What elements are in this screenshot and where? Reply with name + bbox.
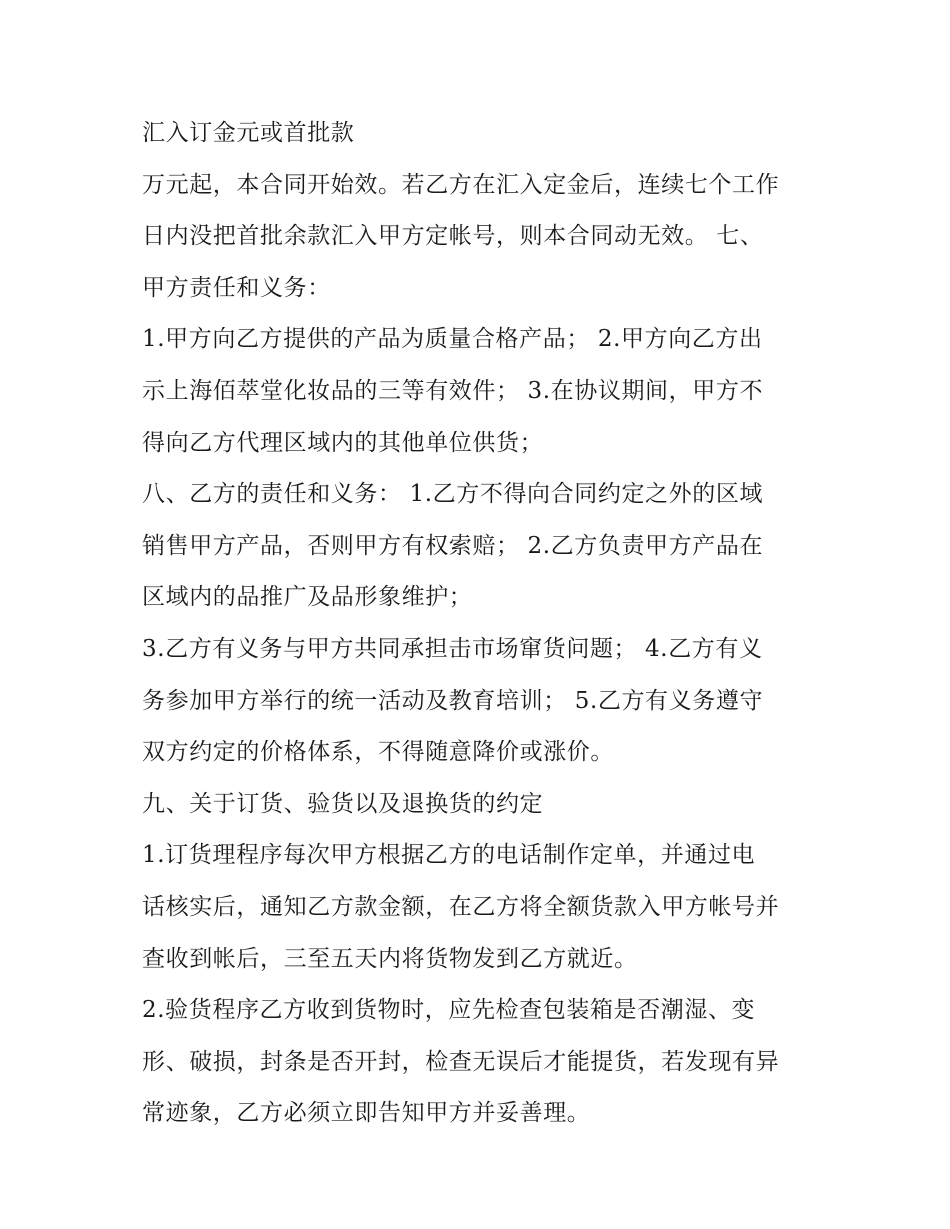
text-line: 形、破损，封条是否开封，检查无误后才能提货，若发现有异 xyxy=(142,1048,780,1075)
text-line: 日内没把首批余款汇入甲方定帐号，则本合同动无效。 七、 xyxy=(142,223,764,250)
text-line: 万元起，本合同开始效。若乙方在汇入定金后，连续七个工作 xyxy=(142,171,780,198)
text-line: 1.订货理程序每次甲方根据乙方的电话制作定单，并通过电 xyxy=(142,842,756,869)
text-line: 务参加甲方举行的统一活动及教育培训； 5.乙方有义务遵守 xyxy=(142,687,764,714)
text-line: 2.验货程序乙方收到货物时，应先检查包装箱是否潮湿、变 xyxy=(142,997,756,1024)
text-line: 甲方责任和义务： xyxy=(142,274,331,301)
text-line: 区域内的品推广及品形象维护； xyxy=(142,584,473,611)
text-line: 汇入订金元或首批款 xyxy=(142,120,355,146)
text-line: 常迹象，乙方必须立即告知甲方并妥善理。 xyxy=(142,1100,591,1127)
text-line: 3.乙方有义务与甲方共同承担击市场窜货问题； 4.乙方有义 xyxy=(142,635,763,662)
text-line: 话核实后，通知乙方款金额，在乙方将全额货款入甲方帐号并 xyxy=(142,893,780,920)
text-line: 九、关于订货、验货以及退换货的约定 xyxy=(142,790,544,817)
text-line: 八、乙方的责任和义务： 1.乙方不得向合同约定之外的区域 xyxy=(142,481,764,508)
document-body xyxy=(142,108,822,1140)
text-line: 查收到帐后，三至五天内将货物发到乙方就近。 xyxy=(142,945,638,972)
text-line: 示上海佰萃堂化妆品的三等有效件； 3.在协议期间，甲方不 xyxy=(142,377,764,404)
text-line: 得向乙方代理区域内的其他单位供货； xyxy=(142,429,544,456)
text-line: 1.甲方向乙方提供的产品为质量合格产品； 2.甲方向乙方出 xyxy=(142,326,763,353)
text-line: 双方约定的价格体系，不得随意降价或涨价。 xyxy=(142,739,614,766)
text-line: 销售甲方产品，否则甲方有权索赔； 2.乙方负责甲方产品在 xyxy=(142,532,764,559)
